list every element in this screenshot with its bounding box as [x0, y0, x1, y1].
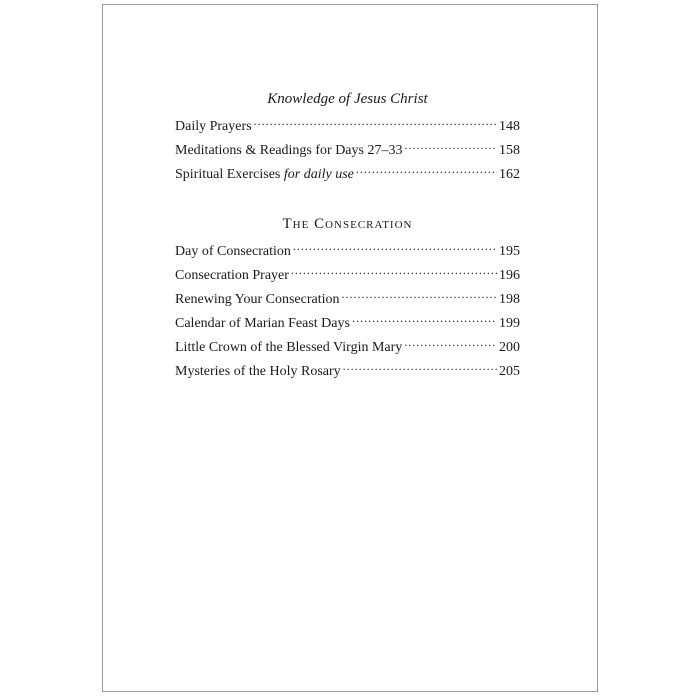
entry-label: Daily Prayers	[175, 119, 252, 134]
entry-label: Meditations & Readings for Days 27–33	[175, 143, 403, 158]
toc-entry	[175, 285, 520, 309]
entry-page-number: 200	[499, 340, 520, 355]
section-title: The Consecration	[282, 216, 413, 232]
entry-page-number: 199	[499, 316, 520, 331]
book-page	[102, 4, 598, 692]
entry-label: Day of Consecration	[175, 244, 291, 259]
toc-section-consecration	[175, 213, 520, 381]
dot-leader	[404, 136, 497, 154]
entry-page-number: 196	[499, 268, 520, 283]
entry-page-number: 148	[499, 119, 520, 134]
dot-leader	[352, 309, 497, 327]
entry-page-number: 195	[499, 244, 520, 259]
entry-label-roman: Spiritual Exercises	[175, 167, 284, 182]
entry-page-number: 205	[499, 364, 520, 379]
dot-leader	[254, 112, 497, 130]
toc-entry	[175, 136, 520, 160]
dot-leader	[404, 333, 497, 351]
dot-leader	[293, 237, 497, 255]
dot-leader	[342, 285, 498, 303]
entry-page-number: 158	[499, 143, 520, 158]
entry-label: Little Crown of the Blessed Virgin Mary	[175, 340, 403, 355]
dot-leader	[343, 357, 497, 375]
entry-label: Calendar of Marian Feast Days	[175, 316, 350, 331]
toc-entry	[175, 237, 520, 261]
toc-entry	[175, 112, 520, 136]
toc-entry	[175, 333, 520, 357]
section-title: Knowledge of Jesus Christ	[267, 91, 428, 107]
entry-label: Consecration Prayer	[175, 268, 289, 283]
toc-entry	[175, 160, 520, 184]
toc-section-knowledge	[175, 88, 520, 184]
entry-label-italic: for daily use	[283, 167, 354, 182]
entry-page-number: 198	[499, 292, 520, 307]
toc-entry	[175, 261, 520, 285]
entry-label	[175, 166, 354, 184]
entry-page-number: 162	[499, 167, 520, 182]
dot-leader	[291, 261, 497, 279]
dot-leader	[356, 160, 497, 178]
entry-label: Renewing Your Consecration	[175, 292, 340, 307]
toc-entry	[175, 309, 520, 333]
entry-label: Mysteries of the Holy Rosary	[175, 364, 341, 379]
toc-entry	[175, 357, 520, 381]
